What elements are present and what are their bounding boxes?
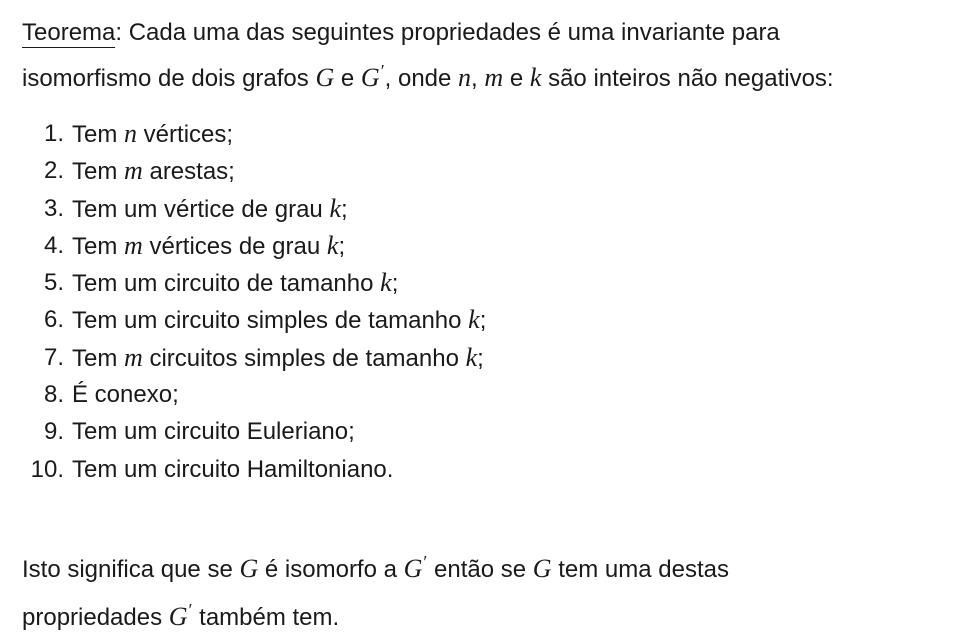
item-number: 2. xyxy=(43,157,64,185)
item-text: Tem m vértices de grau k; xyxy=(72,230,346,260)
list-item xyxy=(22,190,962,227)
list-item xyxy=(22,451,962,488)
list-item xyxy=(22,376,962,413)
math-var-m: m xyxy=(484,63,504,92)
theorem-label: Teorema xyxy=(22,19,116,46)
item-text: Tem m circuitos simples de tamanho k; xyxy=(72,342,484,372)
math-var-n: n xyxy=(124,119,138,148)
theorem-statement xyxy=(22,14,962,98)
prime-mark: ′ xyxy=(188,600,193,620)
item-number: 4. xyxy=(43,231,64,259)
list-item xyxy=(22,413,962,450)
item-number: 6. xyxy=(43,306,64,334)
item-text: Tem um vértice de grau k; xyxy=(72,193,348,223)
item-number: 1. xyxy=(43,120,64,147)
document-page xyxy=(22,14,962,631)
theorem-text-end: são inteiros não negativos: xyxy=(541,65,834,92)
item-number: 9. xyxy=(43,418,64,446)
list-item xyxy=(22,115,962,152)
math-var-g: G xyxy=(532,554,552,583)
prime-mark: ′ xyxy=(380,61,385,81)
list-item xyxy=(22,264,962,301)
conclusion-paragraph: Isto significa que se G é isomorfo a G′ então se G tem uma destas propriedades G′ também tem. xyxy=(22,552,729,631)
item-number: 10. xyxy=(30,455,64,483)
math-var-m: m xyxy=(124,230,143,260)
math-var-k: k xyxy=(465,342,478,372)
math-var-k: k xyxy=(329,193,341,223)
math-var-n: n xyxy=(458,63,472,92)
list-item xyxy=(22,227,962,264)
theorem-text: : Cada uma das seguintes propriedades é uma invariante para xyxy=(115,19,780,46)
item-text: Tem n vértices; xyxy=(72,119,234,148)
math-var-m: m xyxy=(124,342,143,372)
item-number: 5. xyxy=(43,269,64,297)
item-text: É conexo; xyxy=(72,381,179,409)
conjunction: e xyxy=(334,65,361,92)
item-text: Tem um circuito Hamiltoniano. xyxy=(72,455,394,483)
item-text: Tem um circuito simples de tamanho k; xyxy=(72,305,487,335)
math-var-g-prime: G xyxy=(403,554,423,583)
item-text: Tem m arestas; xyxy=(72,156,235,186)
math-var-g-prime: G xyxy=(360,63,380,92)
item-number: 3. xyxy=(43,194,64,222)
conjunction: e xyxy=(503,65,530,92)
prime-mark: ′ xyxy=(423,552,428,572)
item-number: 8. xyxy=(43,381,64,409)
math-var-g: G xyxy=(315,63,335,92)
comma: , xyxy=(471,65,485,92)
math-var-m: m xyxy=(124,156,143,186)
math-var-k: k xyxy=(326,230,339,260)
item-text: Tem um circuito Euleriano; xyxy=(72,418,355,446)
theorem-text-line2: isomorfismo de dois grafos xyxy=(22,65,316,92)
math-var-k: k xyxy=(380,268,392,298)
theorem-text-mid: , onde xyxy=(384,65,459,92)
math-var-k: k xyxy=(468,305,480,335)
math-var-g-prime: G xyxy=(168,602,188,631)
item-number: 7. xyxy=(43,343,64,371)
list-item xyxy=(22,301,962,338)
math-var-g: G xyxy=(239,554,259,583)
math-var-k: k xyxy=(529,63,542,92)
property-list xyxy=(22,115,962,488)
item-text: Tem um circuito de tamanho k; xyxy=(72,268,399,298)
list-item xyxy=(22,152,962,189)
list-item xyxy=(22,339,962,376)
